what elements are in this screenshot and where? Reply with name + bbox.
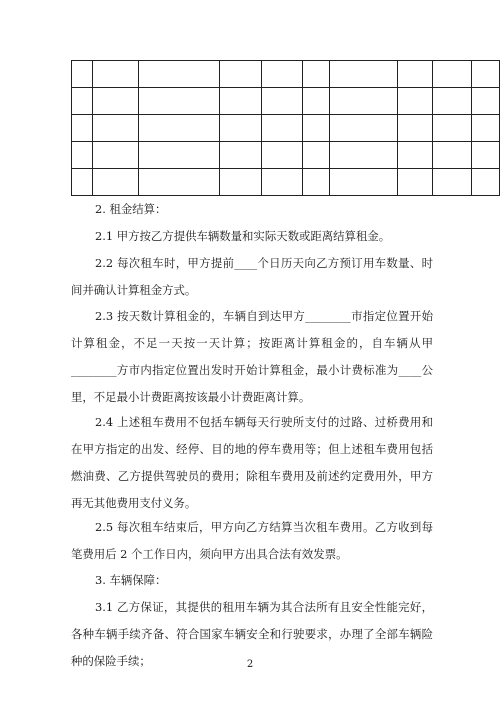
table-cell xyxy=(138,61,219,88)
table-cell xyxy=(433,61,472,88)
table-cell xyxy=(472,88,500,115)
table-cell xyxy=(261,61,302,88)
table-row xyxy=(72,169,500,196)
table-cell xyxy=(72,115,93,142)
paragraph-2-1: 2.1 甲方按乙方提供车辆数量和实际天数或距离结算租金。 xyxy=(95,229,391,243)
table-cell xyxy=(398,169,433,196)
table-row xyxy=(72,88,500,115)
table-cell xyxy=(219,88,261,115)
table-cell xyxy=(261,115,302,142)
paragraph-2-3: 2.3 按天数计算租金的，车辆自到达甲方________市指定位置开始计算租金，不足一天按一天计算；按距离计算租金的，自车辆从甲________方市内指定位置出发时开始计算租金，最小计费标准为____公里，不足最小计费距离按该最小计费距离计算。 xyxy=(71,309,433,404)
table-cell xyxy=(303,142,329,169)
table-cell xyxy=(303,88,329,115)
table-cell xyxy=(398,142,433,169)
table-cell xyxy=(433,88,472,115)
table-row xyxy=(72,61,500,88)
table-cell xyxy=(303,61,329,88)
table-cell xyxy=(219,115,261,142)
table-cell xyxy=(433,169,472,196)
table-cell xyxy=(219,169,261,196)
table-cell xyxy=(92,115,138,142)
table-cell xyxy=(433,115,472,142)
table-cell xyxy=(92,169,138,196)
table-cell xyxy=(472,169,500,196)
table-cell xyxy=(138,88,219,115)
table-cell xyxy=(138,169,219,196)
table-cell xyxy=(261,142,302,169)
table-cell xyxy=(433,142,472,169)
table-cell xyxy=(92,142,138,169)
table-cell xyxy=(72,169,93,196)
table-cell xyxy=(92,61,138,88)
table-cell xyxy=(398,88,433,115)
table-cell xyxy=(303,169,329,196)
table-cell xyxy=(219,61,261,88)
table-cell xyxy=(72,61,93,88)
table-cell xyxy=(398,115,433,142)
table-cell xyxy=(72,88,93,115)
section-2-heading: 2. 租金结算： xyxy=(95,202,167,216)
table-cell xyxy=(329,61,398,88)
table-row xyxy=(72,115,500,142)
rental-table xyxy=(71,60,500,196)
table-cell xyxy=(138,115,219,142)
table-cell xyxy=(138,142,219,169)
table-cell xyxy=(329,88,398,115)
table-cell xyxy=(398,61,433,88)
table-cell xyxy=(329,169,398,196)
section-3-heading: 3. 车辆保障： xyxy=(95,573,167,587)
table-cell xyxy=(329,115,398,142)
table-cell xyxy=(219,142,261,169)
table-cell xyxy=(261,169,302,196)
table-cell xyxy=(261,88,302,115)
paragraph-2-4: 2.4 上述租车费用不包括车辆每天行驶所支付的过路、过桥费用和在甲方指定的出发、经停、目的地的停车费用等；但上述租车费用包括燃油费、乙方提供驾驶员的费用；除租车费用及前述约定费用外，甲方再无其他费用支付义务。 xyxy=(71,415,433,510)
paragraph-2-5: 2.5 每次租车结束后，甲方向乙方结算当次租车费用。乙方收到每笔费用后 2 个工作日内，须向甲方出具合法有效发票。 xyxy=(71,520,433,561)
table-cell xyxy=(329,142,398,169)
table-cell xyxy=(472,61,500,88)
table-cell xyxy=(472,142,500,169)
table-row xyxy=(72,142,500,169)
page-number: 2 xyxy=(246,659,254,670)
paragraph-3-1: 3.1 乙方保证，其提供的租用车辆为其合法所有且安全性能完好，各种车辆手续齐备、符合国家车辆安全和行驶要求，办理了全部车辆险种的保险手续； xyxy=(71,600,433,668)
table-cell xyxy=(72,142,93,169)
paragraph-2-2: 2.2 每次租车时，甲方提前____个日历天向乙方预订用车数量、时间并确认计算租金方式。 xyxy=(71,256,433,297)
table-cell xyxy=(472,115,500,142)
table-cell xyxy=(92,88,138,115)
table-cell xyxy=(303,115,329,142)
